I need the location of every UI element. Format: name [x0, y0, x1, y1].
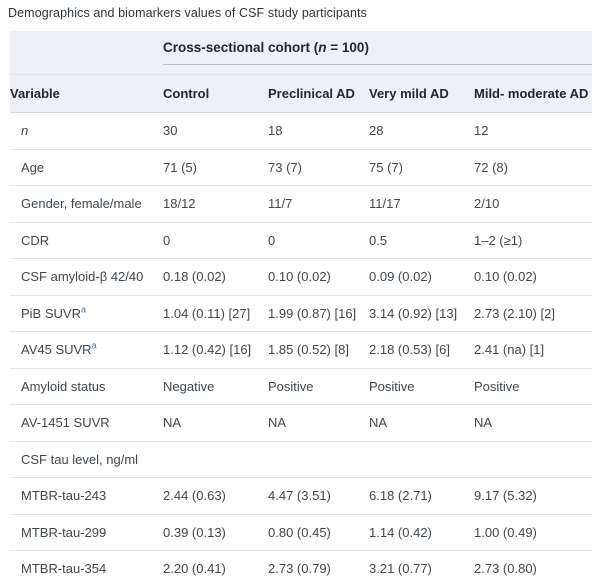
cell: 2.73 (2.10) [2]: [474, 295, 592, 332]
cell: [369, 441, 474, 478]
cell: 1.04 (0.11) [27]: [163, 295, 268, 332]
row-label: PiB SUVR$^a$: [10, 295, 163, 332]
cell: NA: [369, 405, 474, 442]
cell: 3.21 (0.77): [369, 551, 474, 587]
demographics-table-container: [10, 31, 592, 587]
cell: Positive: [474, 368, 592, 405]
cohort-n-symbol: n: [318, 40, 327, 55]
cohort-header-empty-cell: [10, 31, 163, 75]
cell: 11/7: [268, 186, 369, 223]
cell: 75 (7): [369, 149, 474, 186]
row-label: AV-1451 SUVR: [10, 405, 163, 442]
column-header-preclinical-ad: Preclinical AD: [268, 75, 369, 113]
table-row-mtbr-tau-354: [10, 551, 592, 587]
cell: 1.99 (0.87) [16]: [268, 295, 369, 332]
table-row-mtbr-tau-299: [10, 514, 592, 551]
table-row-gender: [10, 186, 592, 223]
table-row-cdr: [10, 222, 592, 259]
table-row-pib-suvr: [10, 295, 592, 332]
cell: 0.5: [369, 222, 474, 259]
row-label: CSF amyloid-β 42/40: [10, 259, 163, 296]
cell: 18/12: [163, 186, 268, 223]
cell: 0.18 (0.02): [163, 259, 268, 296]
column-header-control: Control: [163, 75, 268, 113]
cell: 73 (7): [268, 149, 369, 186]
cell: 2.41 (na) [1]: [474, 332, 592, 369]
table-row-amyloid-status: [10, 368, 592, 405]
row-label: MTBR-tau-299: [10, 514, 163, 551]
cell: 71 (5): [163, 149, 268, 186]
table-row-n: [10, 113, 592, 150]
table-row-av45-suvr: [10, 332, 592, 369]
cell: [474, 441, 592, 478]
cell: 1–2 (≥1): [474, 222, 592, 259]
cell: Positive: [369, 368, 474, 405]
column-header-row: [10, 75, 592, 113]
cell: Positive: [268, 368, 369, 405]
cell: NA: [474, 405, 592, 442]
table-row-age: [10, 149, 592, 186]
cell: [268, 441, 369, 478]
cohort-header-cell: [163, 31, 592, 75]
cell: 1.14 (0.42): [369, 514, 474, 551]
cell: 3.14 (0.92) [13]: [369, 295, 474, 332]
cell: 18: [268, 113, 369, 150]
row-label: Gender, female/male: [10, 186, 163, 223]
footnote-a-link[interactable]: a: [80, 304, 86, 315]
cell: 2.18 (0.53) [6]: [369, 332, 474, 369]
cell: 0.39 (0.13): [163, 514, 268, 551]
cell: Negative: [163, 368, 268, 405]
cell: [163, 441, 268, 478]
row-label: AV45 SUVR$^a$: [10, 332, 163, 369]
row-label: CDR: [10, 222, 163, 259]
cell: 9.17 (5.32): [474, 478, 592, 515]
cell: 6.18 (2.71): [369, 478, 474, 515]
row-label: CSF tau level, ng/ml: [10, 441, 163, 478]
table-row-av1451-suvr: [10, 405, 592, 442]
cell: 11/17: [369, 186, 474, 223]
cohort-header-row: [10, 31, 592, 75]
cell: 12: [474, 113, 592, 150]
column-header-very-mild-ad: Very mild AD: [369, 75, 474, 113]
cell: NA: [268, 405, 369, 442]
footnote-a-link[interactable]: a: [91, 340, 97, 351]
cell: 72 (8): [474, 149, 592, 186]
column-header-variable: Variable: [10, 75, 163, 113]
cell: 2.73 (0.80): [474, 551, 592, 587]
cell: 0.10 (0.02): [268, 259, 369, 296]
cell: 1.12 (0.42) [16]: [163, 332, 268, 369]
cohort-header-text: Cross-sectional cohort (n = 100): [163, 39, 592, 65]
cell: 2.44 (0.63): [163, 478, 268, 515]
row-label: MTBR-tau-243: [10, 478, 163, 515]
cell: 0: [163, 222, 268, 259]
row-label: n: [10, 113, 163, 150]
table-row-csf-tau-section: [10, 441, 592, 478]
row-label: MTBR-tau-354: [10, 551, 163, 587]
cell: 4.47 (3.51): [268, 478, 369, 515]
cell: 1.00 (0.49): [474, 514, 592, 551]
cell: NA: [163, 405, 268, 442]
cell: 2/10: [474, 186, 592, 223]
page-title: Demographics and biomarkers values of CSF study participants: [8, 6, 367, 20]
cell: 1.85 (0.52) [8]: [268, 332, 369, 369]
cell: 2.73 (0.79): [268, 551, 369, 587]
row-label: Amyloid status: [10, 368, 163, 405]
cell: 0.80 (0.45): [268, 514, 369, 551]
cell: 2.20 (0.41): [163, 551, 268, 587]
cell: 30: [163, 113, 268, 150]
cell: 0: [268, 222, 369, 259]
column-header-mild-moderate-ad: Mild- moderate AD: [474, 75, 592, 113]
cell: 28: [369, 113, 474, 150]
cell: 0.10 (0.02): [474, 259, 592, 296]
demographics-table: [10, 31, 592, 587]
row-label: Age: [10, 149, 163, 186]
cell: 0.09 (0.02): [369, 259, 474, 296]
table-row-csf-amyloid: [10, 259, 592, 296]
table-row-mtbr-tau-243: [10, 478, 592, 515]
